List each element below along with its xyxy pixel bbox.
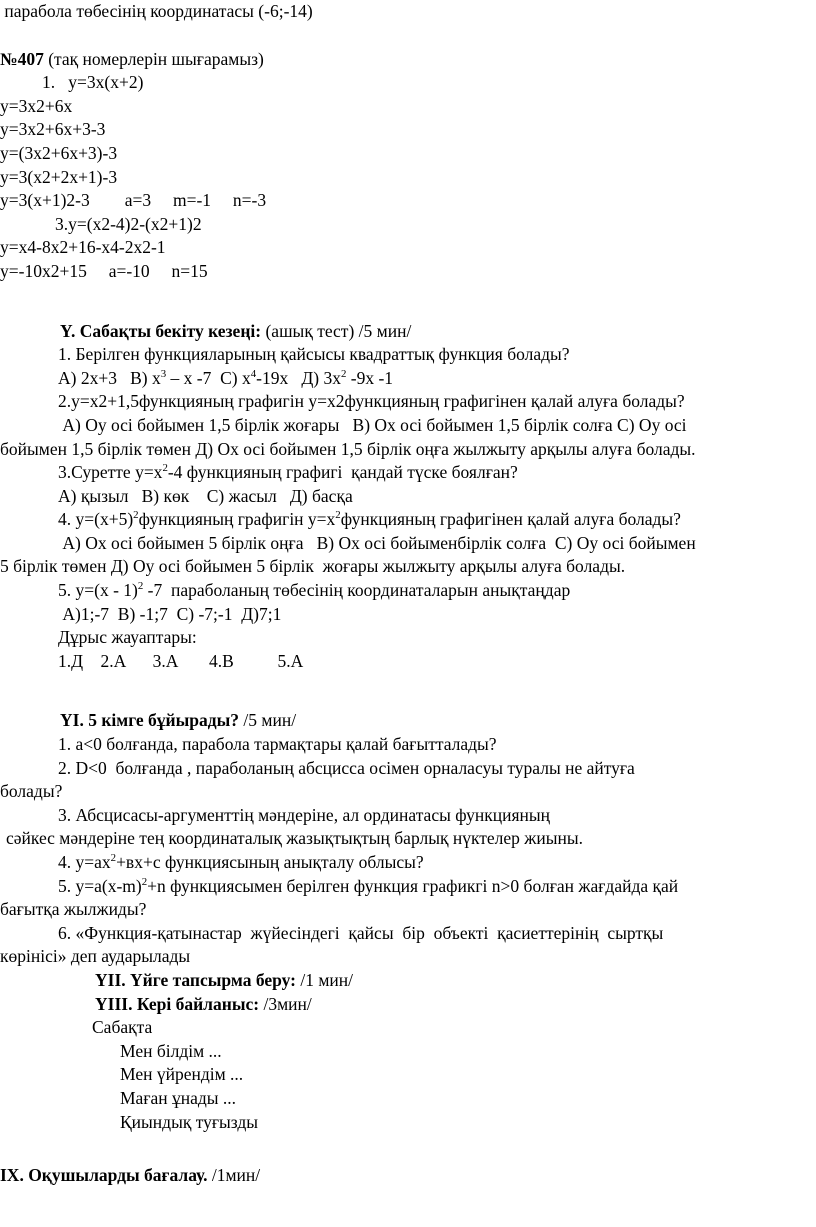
test-question-2-options-line1: А) Оу осі бойымен 1,5 бірлік жоғары В) Ох осі бойымен 1,5 бірлік солға С) Оу осі bbox=[58, 414, 687, 435]
exercise-item1-expression: y=3x(x+2) bbox=[68, 72, 144, 93]
exercise-step: y=(3x2+6x+3)-3 bbox=[0, 142, 118, 163]
q5-text-before: 5. y=(x - 1) bbox=[58, 580, 138, 601]
spacer bbox=[0, 24, 816, 48]
option-d: -9x -1 bbox=[346, 367, 394, 388]
exercise-item1-label: 1. bbox=[42, 72, 56, 93]
yi-q4-after: +вx+c функциясының анықталу облысы? bbox=[116, 852, 424, 872]
exercise-item1 bbox=[0, 71, 816, 95]
exponent: 2 bbox=[162, 462, 168, 475]
section-heading-yi bbox=[0, 709, 816, 733]
q4-text-before: 4. y=(x+5) bbox=[58, 509, 134, 530]
test-question-5 bbox=[0, 579, 816, 603]
feedback-item: Мен үйрендім ... bbox=[120, 1064, 244, 1085]
test-question-4 bbox=[0, 508, 816, 532]
test-question-3-options: А) қызыл В) көк С) жасыл Д) басқа bbox=[58, 485, 353, 506]
test-question-1: 1. Берілген функцияларының қайсысы квадраттық функция болады? bbox=[58, 344, 570, 365]
yi-question-2-line2: болады? bbox=[0, 781, 63, 802]
yi-q5-after: +n функциясымен берілген функция графикгі n>0 болған жағдайда қай bbox=[147, 875, 679, 896]
option-b: – x -7 С) x bbox=[166, 367, 251, 388]
test-question-5-options: А)1;-7 В) -1;7 С) -7;-1 Д)7;1 bbox=[58, 603, 282, 624]
feedback-item: Қиындық туғызды bbox=[120, 1111, 259, 1132]
yi-question-5-line2: бағытқа жылжиды? bbox=[0, 899, 147, 920]
section-yii-title: YII. Үйге тапсырма беру: bbox=[95, 969, 296, 990]
yi-question-1: 1. a<0 болғанда, парабола тармақтары қалай бағытталады? bbox=[58, 734, 497, 755]
q4-text-middle: функцияның графигін y=x bbox=[138, 509, 336, 530]
exponent: 3 bbox=[160, 367, 167, 380]
section-ix-title: IX. Оқушыларды бағалау. bbox=[0, 1165, 208, 1186]
spacer bbox=[0, 1134, 816, 1164]
exercise-item3-step: y=x4-8x2+16-x4-2x2-1 bbox=[0, 237, 166, 258]
exercise-step: y=3(x2+2x+1)-3 bbox=[0, 166, 118, 187]
yi-question-3-line2: сәйкес мәндеріне тең координаталық жазықтықтың барлық нүктелер жиыны. bbox=[6, 828, 583, 849]
yi-q4-before: 4. y=ax bbox=[58, 852, 111, 872]
test-question-4-options-line1: А) Ох осі бойымен 5 бірлік оңға В) Ох осі бойыменбірлік солға С) Оу осі бойымен bbox=[58, 532, 696, 553]
section-yi-title: YI. 5 кімге бұйырады? bbox=[60, 710, 240, 731]
q5-text-after: -7 параболаның төбесінің координаталарын анықтаңдар bbox=[143, 580, 571, 601]
feedback-item: Маған ұнады ... bbox=[120, 1087, 237, 1108]
section-yiii-title: YIII. Кері байланыс: bbox=[95, 993, 260, 1014]
yi-question-3-line1: 3. Абсцисасы-аргументтің мәндеріне, ал ординатасы функцияның bbox=[58, 804, 551, 825]
exponent: 4 bbox=[250, 367, 257, 380]
exercise-number: №407 bbox=[0, 48, 44, 69]
test-question-4-options-line2: 5 бірлік төмен Д) Оу осі бойымен 5 бірлік жоғары жылжыту арқылы алуға болады. bbox=[0, 556, 626, 577]
answers-row: 1.Д 2.А 3.А 4.В 5.А bbox=[58, 650, 304, 671]
feedback-subtitle: Сабақта bbox=[92, 1017, 153, 1038]
section-yi-duration: /5 мин/ bbox=[239, 710, 297, 731]
test-question-2: 2.y=x2+1,5функцияның графигін y=x2функцияның графигінен қалай алуға болады? bbox=[58, 391, 685, 412]
exercise-item1-spacer bbox=[55, 72, 68, 92]
exercise-heading bbox=[0, 48, 816, 72]
section-heading-yii bbox=[0, 969, 816, 993]
exercise-item3-step: y=-10x2+15 a=-10 n=15 bbox=[0, 260, 208, 281]
test-question-2-options-line2: бойымен 1,5 бірлік төмен Д) Ох осі бойымен 1,5 бірлік оңға жылжыту арқылы алуға болады. bbox=[0, 438, 696, 459]
yi-question-2-line1: 2. D<0 болғанда , параболаның абсцисса осімен орналасуы туралы не айтуға bbox=[58, 757, 635, 778]
test-question-1-options bbox=[0, 367, 816, 391]
yi-question-6-line2: көрінісі» деп аударылады bbox=[0, 946, 191, 967]
exponent: 2 bbox=[340, 367, 347, 380]
yi-question-6-line1: 6. «Функция-қатынастар жүйесіндегі қайсы бір объекті қасиеттерінің сыртқы bbox=[58, 922, 664, 943]
section-ix-duration: /1мин/ bbox=[207, 1165, 261, 1186]
section-yiii-duration: /3мин/ bbox=[259, 993, 312, 1014]
yi-question-4 bbox=[0, 851, 816, 875]
yi-q5-before: 5. y=a(x-m) bbox=[58, 875, 142, 896]
section-heading-ix bbox=[0, 1164, 816, 1188]
q3-text-before: 3.Суретте y=x bbox=[58, 462, 163, 483]
section-y-duration: (ашық тест) /5 мин/ bbox=[261, 320, 412, 341]
feedback-item: Мен білдім ... bbox=[120, 1040, 222, 1061]
section-yii-duration: /1 мин/ bbox=[295, 969, 353, 990]
section-heading-yiii bbox=[0, 993, 816, 1017]
test-question-3 bbox=[0, 461, 816, 485]
exponent: 2 bbox=[110, 852, 117, 865]
q4-text-after: функцияның графигінен қалай алуға болады? bbox=[340, 509, 681, 530]
yi-question-5-line1 bbox=[0, 875, 816, 899]
exercise-step: y=3x2+6x bbox=[0, 95, 73, 116]
option-a: А) 2x+3 В) x bbox=[58, 367, 161, 388]
exercise-step: y=3x2+6x+3-3 bbox=[0, 119, 106, 140]
option-c: -19x Д) 3x bbox=[256, 367, 341, 388]
spacer bbox=[0, 673, 816, 709]
q3-text-after: -4 функцияның графигі қандай түске боялған? bbox=[167, 462, 518, 483]
answers-label: Дұрыс жауаптары: bbox=[58, 627, 197, 648]
intro-line: парабола төбесінің координатасы (-6;-14) bbox=[0, 1, 313, 21]
spacer bbox=[0, 284, 816, 320]
exercise-item3: 3.y=(x2-4)2-(x2+1)2 bbox=[55, 213, 202, 234]
exponent: 2 bbox=[137, 580, 144, 593]
exponent: 2 bbox=[335, 509, 341, 522]
exponent: 2 bbox=[133, 509, 139, 522]
exponent: 2 bbox=[141, 875, 148, 888]
section-heading-y bbox=[0, 320, 816, 344]
exercise-note: (тақ номерлерін шығарамыз) bbox=[43, 48, 264, 69]
exercise-step-parameters: y=3(x+1)2-3 a=3 m=-1 n=-3 bbox=[0, 190, 267, 211]
section-y-title: Y. Сабақты бекіту кезеңі: bbox=[60, 320, 262, 341]
